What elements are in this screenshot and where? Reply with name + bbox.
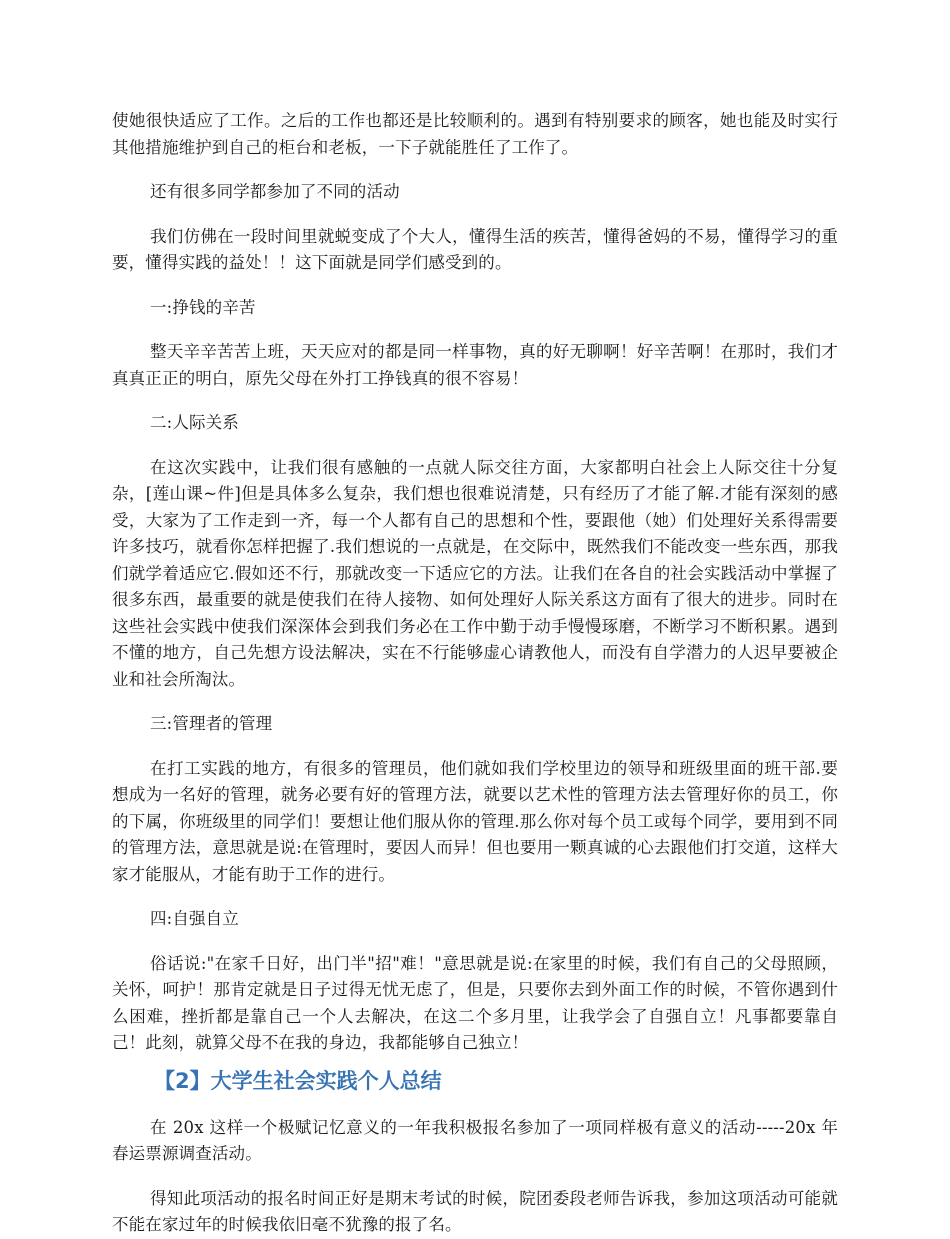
paragraph-self-reliance: 俗话说:"在家千日好，出门半"招"难！"意思就是说:在家里的时候，我们有自己的父母照顾，关怀，呵护！那肯定就是日子过得无忧无虑了，但是，只要你去到外面工作的时候，不管你遇到什么困难，挫折都是靠自己一个人去解决，在这二个多月里，让我学会了自强自立！凡事都要靠自己！此刻，就算父母不在我的身边，我都能够自己独立！ [112, 953, 838, 1052]
paragraph-management: 在打工实践的地方，有很多的管理员，他们就如我们学校里边的领导和班级里面的班干部.要想成为一名好的管理，就务必要有好的管理方法，就要以艺术性的管理方法去管理好你的员工，你的下属，你班级里的同学们！要想让他们服从你的管理.那么你对每个员工或每个同学，要用到不同的管理方法，意思就是说:在管理时，要因人而异！但也要用一颗真诚的心去跟他们打交道，这样大家才能服从，才能有助于工作的进行。 [112, 758, 838, 884]
subheading-earning-money: 一:挣钱的辛苦 [150, 297, 256, 317]
paragraph-activities-intro: 还有很多同学都参加了不同的活动 [150, 182, 400, 201]
subheading-management: 三:管理者的管理 [150, 714, 273, 733]
subheading-relationships: 二:人际关系 [150, 413, 239, 432]
paragraph-registration: 得知此项活动的报名时间正好是期末考试的时候，院团委段老师告诉我，参加这项活动可能就不能在家过年的时候我依旧毫不犹豫的报了名。 [112, 1188, 838, 1234]
paragraph-earning-money: 整天辛辛苦苦上班，天天应对的都是同一样事物，真的好无聊啊！好辛苦啊！在那时，我们才真真正正的明白，原先父母在外打工挣钱真的很不容易！ [112, 342, 838, 388]
paragraph-event-intro: 在 20x 这样一个极赋记忆意义的一年我积极报名参加了一项同样极有意义的活动-----20x 年春运票源调查活动。 [112, 1117, 838, 1163]
paragraph-relationships: 在这次实践中，让我们很有感触的一点就人际交往方面，大家都明白社会上人际交往十分复杂，[莲山课~件]但是具体多么复杂，我们想也很难说清楚，只有经历了才能了解.才能有深刻的感受，大家为了工作走到一齐，每一个人都有自己的思想和个性，要跟他（她）们处理好关系得需要许多技巧，就看你怎样把握了.我们想说的一点就是，在交际中，既然我们不能改变一些东西，那我们就学着适应它.假如还不行，那就改变一下适应它的方法。让我们在各自的社会实践活动中掌握了很多东西，最重要的就是使我们在待人接物、如何处理好人际关系这方面有了很大的进步。同时在这些社会实践中使我们深深体会到我们务必在工作中勤于动手慢慢琢磨，不断学习不断积累。遇到不懂的地方，自己先想方设法解决，实在不行能够虚心请教他人，而没有自学潜力的人迟早要被企业和社会所淘汰。 [112, 457, 838, 689]
paragraph-growth: 我们仿佛在一段时间里就蜕变成了个大人，懂得生活的疾苦，懂得爸妈的不易，懂得学习的重要，懂得实践的益处！！这下面就是同学们感受到的。 [112, 226, 838, 272]
paragraph-continuation: 使她很快适应了工作。之后的工作也都还是比较顺利的。遇到有特别要求的顾客，她也能及时实行其他措施维护到自己的柜台和老板，一下子就能胜任了工作了。 [112, 111, 838, 157]
section-heading: 【2】大学生社会实践个人总结 [154, 1068, 442, 1093]
subheading-self-reliance: 四:自强自立 [150, 909, 239, 928]
